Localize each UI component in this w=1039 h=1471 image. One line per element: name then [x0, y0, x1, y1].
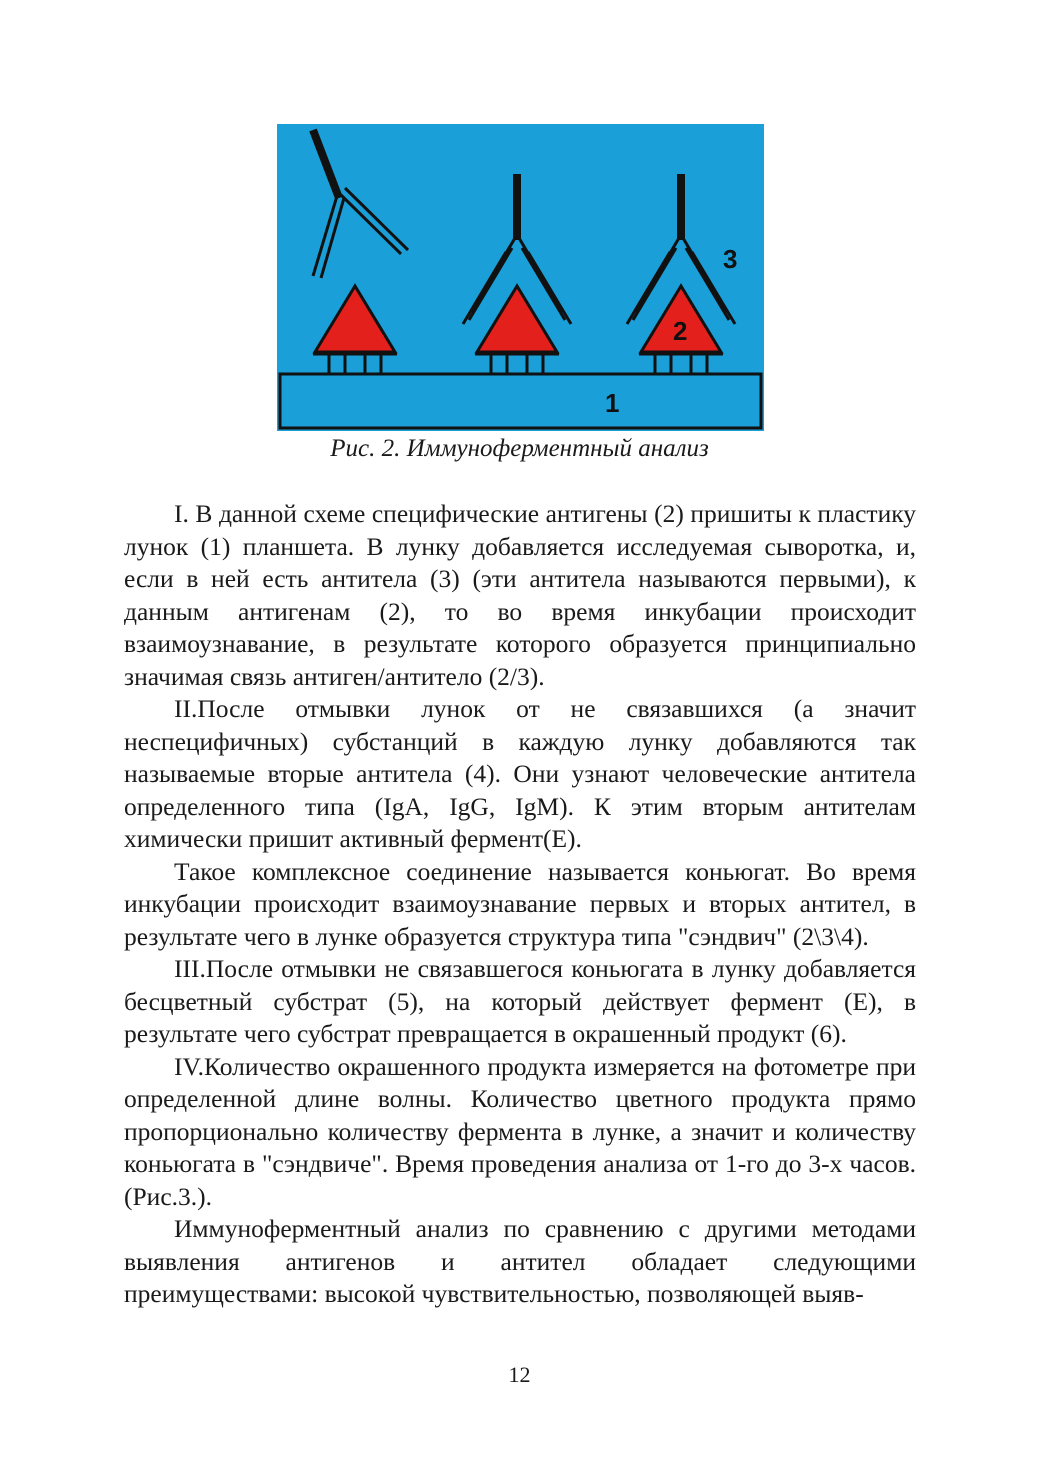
paragraph: I. В данной схеме специфические антигены (2) пришиты к пластику лунок (1) планшета. В лунку добавляется исследуемая сыворотка, и, если в ней есть антитела (3) (эти антитела называются первыми), к данным антигенам (2), то во время инкубации происходит взаимоузнавание, в результате которого образуется принципиально значимая связь антиген/антитело (2/3).	[124, 499, 916, 691]
plate-label: 1	[605, 388, 620, 418]
paragraph: II.После отмывки лунок от не связавшихся (а значит неспецифичных) субстанций в каждую лунку добавляются так называемые вторые антитела (4). Они узнают человеческие антитела определенного типа (IgA, IgG, IgM). К этим вторым антителам химически пришит активный фермент(Е).	[124, 694, 916, 853]
paragraph: Иммуноферментный анализ по сравнению с другими методами выявления антигенов и антител обладает следующими преимуществами: высокой чувствительностью, позволяющей выяв-	[124, 1214, 916, 1308]
paragraph: Такое комплексное соединение называется коньюгат. Во время инкубации происходит взаимоузнавание первых и вторых антител, в результате чего в лунке образуется структура типа "сэндвич" (2\3\4).	[124, 856, 916, 951]
body-text	[124, 498, 916, 1311]
antigen-label: 2	[673, 316, 688, 346]
figure-caption: Рис. 2. Иммуноферментный анализ	[330, 435, 709, 462]
plate-well-bottom	[280, 374, 761, 428]
antibody-label: 3	[723, 244, 738, 274]
page-number: 12	[508, 1362, 531, 1387]
elisa-diagram	[277, 124, 764, 431]
paragraph: IV.Количество окрашенного продукта измеряется на фотометре при определенной длине волны. Количество цветного продукта прямо пропорционально количеству фермента в лунке, а значит и количеству коньюгата в "сэндвиче". Время проведения анализа от 1-го до 3-х часов. (Рис.3.).	[124, 1051, 916, 1211]
paragraph: III.После отмывки не связавшегося коньюгата в лунку добавляется бесцветный субстрат (5), на который действует фермент (Е), в результате чего субстрат превращается в окрашенный продукт (6).	[124, 954, 916, 1048]
